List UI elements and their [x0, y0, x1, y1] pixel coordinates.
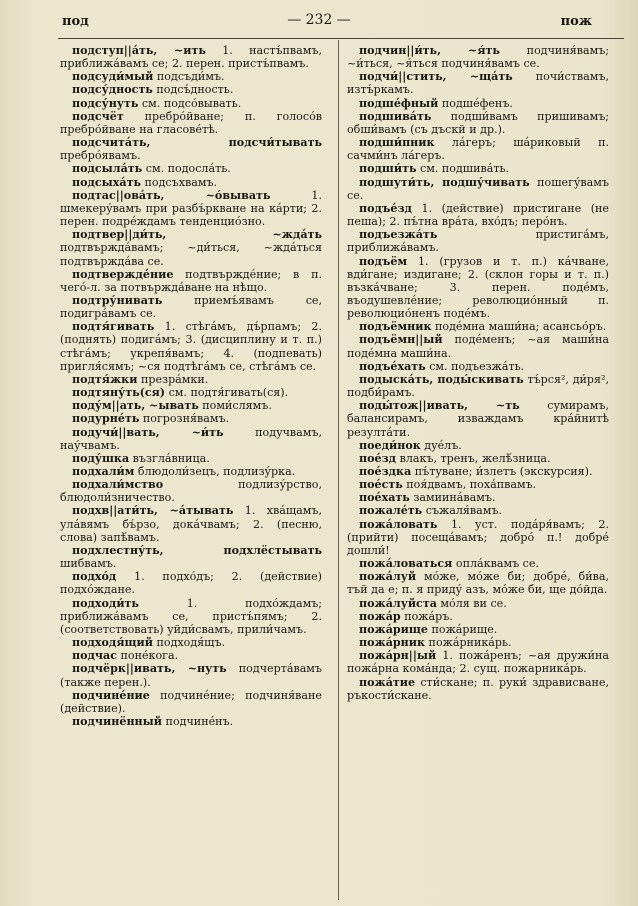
- entry-definition: подшéфенъ.: [438, 96, 513, 110]
- entry-definition: възглáвница.: [129, 451, 210, 465]
- entry-definition: см. подсо́вывать.: [138, 96, 242, 110]
- entry-headword: подсыхáть: [72, 175, 141, 189]
- dictionary-entry: [60, 715, 322, 728]
- entry-headword: подсу́дность: [72, 83, 153, 97]
- entry-headword: подхали́м: [72, 465, 135, 478]
- dictionary-entry: [60, 294, 322, 320]
- entry-definition: 1. шмекеру́вамъ при разбъ́ркване на кáрти; 2. перен. подрéждамъ тенденцио́зно.: [60, 188, 322, 229]
- entry-headword: поéзд: [359, 451, 397, 465]
- entry-headword: подтя́жки: [72, 372, 138, 386]
- entry-definition: 1. стѣгáмъ, дъ́рпамъ; 2. (поднять) подигáмъ; 3. (дисциплину и т. п.) стѣгáмъ; укрепя́вамъ; 4. (подпевать) пригля́сямъ; ~ся подтѣгáмъ се, стѣгáмъ се.: [60, 320, 322, 373]
- dictionary-entry: [347, 518, 609, 557]
- dictionary-entry: [347, 110, 609, 136]
- entry-headword: подхали́мство: [72, 478, 164, 492]
- dictionary-entry: [347, 360, 609, 373]
- dictionary-entry: [60, 636, 322, 649]
- dictionary-entry: [347, 623, 609, 636]
- entry-definition: почи́ствамъ, изтъ́ркамъ.: [347, 70, 609, 97]
- entry-definition: влакъ, тренъ, желѣ́зница.: [396, 451, 551, 465]
- entry-definition: см. подшивáть.: [416, 162, 510, 176]
- entry-definition: пребро́йване; п. голосо́в пребро́йване на гласове́тѣ.: [60, 109, 322, 136]
- entry-headword: подчинённый: [72, 714, 163, 728]
- entry-headword: подши́пник: [359, 136, 435, 150]
- entry-definition: сти́скане; п. руки́ здрависване, ръкости́скане.: [347, 675, 609, 702]
- dictionary-entry: [347, 162, 609, 175]
- dictionary-entry: [60, 44, 322, 70]
- entry-definition: блюдоли́зецъ, подлизу́рка.: [134, 465, 296, 478]
- entry-definition: 1. (грузов и т. п.) кáчване, вди́гане; издигане; 2. (склон горы и т. п.) възкáчване; 3. перен. подéмъ, въодушевлéние; революцио́нный п. революцио́ненъ подéмъ.: [347, 254, 609, 321]
- dictionary-entry: [60, 176, 322, 189]
- right-column: [347, 44, 609, 702]
- entry-definition: подтвърждéние; в п. чегó-л. за потвърждáване на нѣщо.: [60, 267, 322, 294]
- dictionary-entry: [60, 70, 322, 83]
- entry-definition: подчиня́вамъ; ~и́ться, ~я́ться подчиня́вамъ се.: [347, 44, 609, 71]
- dictionary-entry: [60, 452, 322, 465]
- dictionary-entry: [347, 97, 609, 110]
- entry-headword: подходи́ть: [72, 596, 139, 610]
- entry-definition: шибвамъ.: [60, 557, 117, 571]
- entry-definition: подчертáвамъ (также перен.).: [60, 662, 322, 689]
- entry-headword: подступ||áть, ~ить: [72, 44, 206, 57]
- entry-headword: пожáлуйста: [359, 596, 437, 610]
- entry-definition: поне́кога.: [116, 649, 179, 663]
- dictionary-entry: [60, 570, 322, 596]
- entry-definition: 1. хвáщамъ, улáвямъ бъ́рзо, докáчвамъ; 2. (песню, слова) запѣ́вамъ.: [60, 504, 322, 544]
- entry-definition: см. подтя́гивать(ся).: [165, 386, 289, 400]
- entry-headword: подтяну́ть(ся): [72, 386, 166, 400]
- entry-definition: пожáрникáрь.: [425, 636, 512, 650]
- entry-definition: тъ́рся², ди́ря², подби́рамъ.: [347, 372, 609, 400]
- entry-headword: подшéфный: [359, 96, 439, 110]
- entry-headword: пожáрник: [359, 636, 426, 650]
- entry-definition: подтвърждáвамъ; ~ди́ться, ~ждáться подтвърждáва се.: [60, 241, 322, 268]
- entry-definition: погрозня́вамъ.: [139, 412, 230, 426]
- dictionary-entry: [347, 70, 609, 96]
- entry-definition: пошегу́вамъ се.: [347, 175, 609, 202]
- dictionary-entry: [347, 597, 609, 610]
- entry-definition: презрáмки.: [137, 372, 209, 386]
- dictionary-entry: [60, 412, 322, 425]
- header-left-guideword: под: [62, 14, 89, 29]
- entry-headword: подъём: [359, 254, 408, 268]
- entry-headword: подъёмн||ый: [359, 333, 443, 347]
- entry-definition: подсъ́дность.: [152, 83, 234, 97]
- entry-definition: см. подослáть.: [142, 162, 231, 176]
- entry-definition: подéменъ; ~ая маши́на подéмна маши́на.: [347, 333, 609, 360]
- entry-headword: подтру́нивать: [72, 293, 163, 307]
- entry-headword: подъéзд: [359, 201, 412, 215]
- dictionary-entry: [347, 504, 609, 517]
- entry-headword: подсу́нуть: [72, 96, 139, 110]
- dictionary-entry: [60, 386, 322, 399]
- entry-headword: пожáловать: [359, 517, 438, 531]
- dictionary-entry: [347, 465, 609, 478]
- entry-definition: 1. уст. подáря́вамъ; 2. (прийти) посещáвамъ; добро́ п.! добрé дошли́!: [347, 517, 609, 557]
- entry-headword: пожáловаться: [359, 557, 453, 571]
- dictionary-entry: [347, 202, 609, 228]
- entry-headword: подсылáть: [72, 162, 143, 176]
- running-header: [0, 6, 638, 34]
- dictionary-entry: [347, 255, 609, 321]
- entry-headword: подурнéть: [72, 412, 140, 426]
- entry-definition: 1. пожáренъ; ~ая дружи́на пожáрна комáнда; 2. сущ. пожарникáрь.: [347, 649, 609, 676]
- entry-headword: пожáлуй: [359, 570, 417, 584]
- page-number: — 232 —: [287, 12, 351, 28]
- dictionary-entry: [60, 83, 322, 96]
- entry-definition: замиинáвамъ.: [409, 491, 496, 505]
- entry-definition: подходя́щъ.: [152, 636, 226, 650]
- dictionary-entry: [347, 228, 609, 254]
- dictionary-entry: [347, 439, 609, 452]
- entry-definition: 1. настъ́пвамъ, приближáвамъ се; 2. перен. пристъ́пвамъ.: [60, 44, 322, 71]
- dictionary-entry: [60, 373, 322, 386]
- entry-definition: 1. подхо́дъ; 2. (действие) подхо́ждане.: [60, 570, 322, 597]
- entry-headword: пожáр: [359, 609, 401, 623]
- entry-headword: подтвер||ди́ть, ~ждáть: [72, 228, 322, 242]
- entry-definition: поя́двамъ, похáпвамъ.: [402, 478, 537, 492]
- dictionary-entry: [347, 452, 609, 465]
- entry-definition: дуéлъ.: [420, 438, 462, 452]
- entry-definition: оплáквамъ се.: [452, 557, 539, 571]
- entry-definition: поми́слямъ.: [198, 399, 272, 413]
- entry-definition: сумирамъ, балансирамъ, изваждамъ крáйнитѣ резултáти.: [347, 399, 609, 439]
- entry-definition: лáгеръ; шáриковый п. сачми́нъ лáгеръ.: [347, 136, 609, 163]
- entry-headword: подчинéние: [72, 688, 150, 702]
- entry-headword: поеди́нок: [359, 438, 421, 452]
- dictionary-entry: [347, 636, 609, 649]
- dictionary-entry: [60, 504, 322, 543]
- entry-headword: пожáтие: [359, 675, 416, 689]
- dictionary-entry: [347, 176, 609, 202]
- entry-headword: подъéхать: [359, 359, 426, 373]
- dictionary-entry: [60, 228, 322, 267]
- dictionary-entry: [60, 189, 322, 228]
- dictionary-entry: [60, 426, 322, 452]
- entry-definition: подши́вамъ пришивамъ; обши́вамъ (съ дъскй и др.).: [347, 109, 609, 136]
- dictionary-entry: [347, 557, 609, 570]
- entry-headword: поду́шка: [72, 451, 130, 465]
- entry-headword: подшути́ть, подшу́чивать: [359, 175, 530, 189]
- entry-definition: пристигáмъ, приближáвамъ.: [347, 228, 609, 255]
- entry-headword: подтас||овáть, ~о́вывать: [72, 188, 271, 202]
- entry-headword: подши́ть: [359, 162, 417, 176]
- column-separator: [338, 40, 339, 900]
- entry-headword: поéсть: [359, 478, 403, 492]
- entry-headword: подчин||и́ть, ~я́ть: [359, 44, 500, 57]
- entry-headword: поéздка: [359, 465, 412, 478]
- entry-headword: пожáрище: [359, 622, 428, 636]
- dictionary-entry: [60, 268, 322, 294]
- entry-headword: подсуди́мый: [72, 70, 154, 84]
- dictionary-entry: [347, 333, 609, 359]
- dictionary-entry: [60, 162, 322, 175]
- entry-definition: пожáръ.: [400, 609, 453, 623]
- entry-definition: подсъди́мъ.: [153, 70, 225, 84]
- entry-definition: 1. (действие) пристигане (не пеша); 2. пъ́тна врáта, вхо́дъ; перо́нъ.: [347, 201, 609, 229]
- entry-headword: подучи́||вать, ~и́ть: [72, 425, 224, 439]
- entry-definition: подлизу́рство, блюдоли́зничество.: [60, 478, 322, 505]
- entry-headword: подсчитáть, подсчи́тывать: [72, 136, 322, 150]
- dictionary-entry: [347, 44, 609, 70]
- header-right-guideword: пож: [560, 14, 592, 29]
- entry-headword: пожáрн||ый: [359, 649, 437, 663]
- dictionary-entry: [60, 689, 322, 715]
- header-rule: [58, 38, 624, 39]
- entry-headword: подчи́||стить, ~щáть: [359, 70, 513, 84]
- entry-definition: см. подъезжáть.: [425, 359, 525, 373]
- dictionary-entry: [347, 320, 609, 333]
- dictionary-entry: [60, 544, 322, 570]
- entry-headword: поду́м||ать, ~ывать: [72, 399, 199, 413]
- entry-headword: подчас: [72, 649, 117, 663]
- left-column: [60, 44, 322, 728]
- entry-definition: мо́ля ви се.: [436, 596, 507, 610]
- dictionary-entry: [347, 478, 609, 491]
- entry-definition: 1. подхо́ждамъ; приближáвамъ се, пристъ́пямъ; 2. (соответствовать) уйди́свамъ, прили́чамъ.: [60, 596, 322, 636]
- entry-headword: пожалéть: [359, 504, 423, 518]
- entry-definition: подчинéние; подчиня́ване (действие).: [60, 688, 322, 715]
- entry-headword: подтя́гивать: [72, 320, 155, 334]
- entry-headword: подхлестну́ть, подхлёстывать: [72, 543, 322, 557]
- dictionary-entry: [60, 136, 322, 162]
- dictionary-entry: [60, 478, 322, 504]
- entry-definition: приемъ́явамъ се, подигрáвамъ се.: [60, 293, 322, 321]
- entry-headword: подъёмник: [359, 320, 432, 334]
- dictionary-entry: [60, 465, 322, 478]
- entry-headword: подсчёт: [72, 109, 124, 123]
- entry-definition: съжаля́вамъ.: [422, 504, 502, 518]
- entry-headword: подхо́д: [72, 570, 117, 584]
- dictionary-entry: [60, 597, 322, 636]
- entry-definition: подучвамъ, нау́чвамъ.: [60, 425, 322, 452]
- entry-headword: подшивáть: [359, 109, 432, 123]
- dictionary-entry: [60, 97, 322, 110]
- dictionary-entry: [347, 649, 609, 675]
- dictionary-entry: [347, 136, 609, 162]
- entry-headword: поды́тож||ивать, ~ть: [359, 399, 520, 413]
- dictionary-entry: [60, 110, 322, 136]
- dictionary-entry: [347, 570, 609, 596]
- dictionary-entry: [60, 649, 322, 662]
- entry-definition: пребро́явамъ.: [60, 149, 141, 163]
- entry-definition: пожáрище.: [427, 622, 498, 636]
- entry-definition: подсъхвамъ.: [141, 175, 218, 189]
- entry-headword: поéхать: [359, 491, 410, 505]
- entry-definition: пъ́туване; и́злетъ (экскурсия).: [411, 465, 593, 478]
- dictionary-entry: [347, 610, 609, 623]
- dictionary-entry: [347, 676, 609, 702]
- dictionary-entry: [347, 373, 609, 399]
- entry-headword: подтверждéние: [72, 267, 174, 281]
- entry-headword: подчёрк||ивать, ~нуть: [72, 662, 227, 676]
- dictionary-entry: [347, 399, 609, 438]
- entry-headword: подыскáть, поды́скивать: [359, 372, 524, 386]
- dictionary-entry: [60, 320, 322, 373]
- entry-headword: подхв||ати́ть, ~áтывать: [72, 504, 234, 518]
- entry-headword: подъезжáть: [359, 228, 438, 242]
- entry-definition: подéмна маши́на; асансьо́ръ.: [431, 320, 607, 334]
- entry-definition: подчинéнъ.: [162, 714, 234, 728]
- entry-definition: мо́же, мо́же би; добрé, би́ва, тъй да е; п. я приду́ азъ, мо́же би, ще до́йда.: [347, 570, 609, 597]
- dictionary-entry: [347, 491, 609, 504]
- entry-headword: подходя́щий: [72, 636, 153, 650]
- dictionary-entry: [60, 399, 322, 412]
- dictionary-entry: [60, 662, 322, 688]
